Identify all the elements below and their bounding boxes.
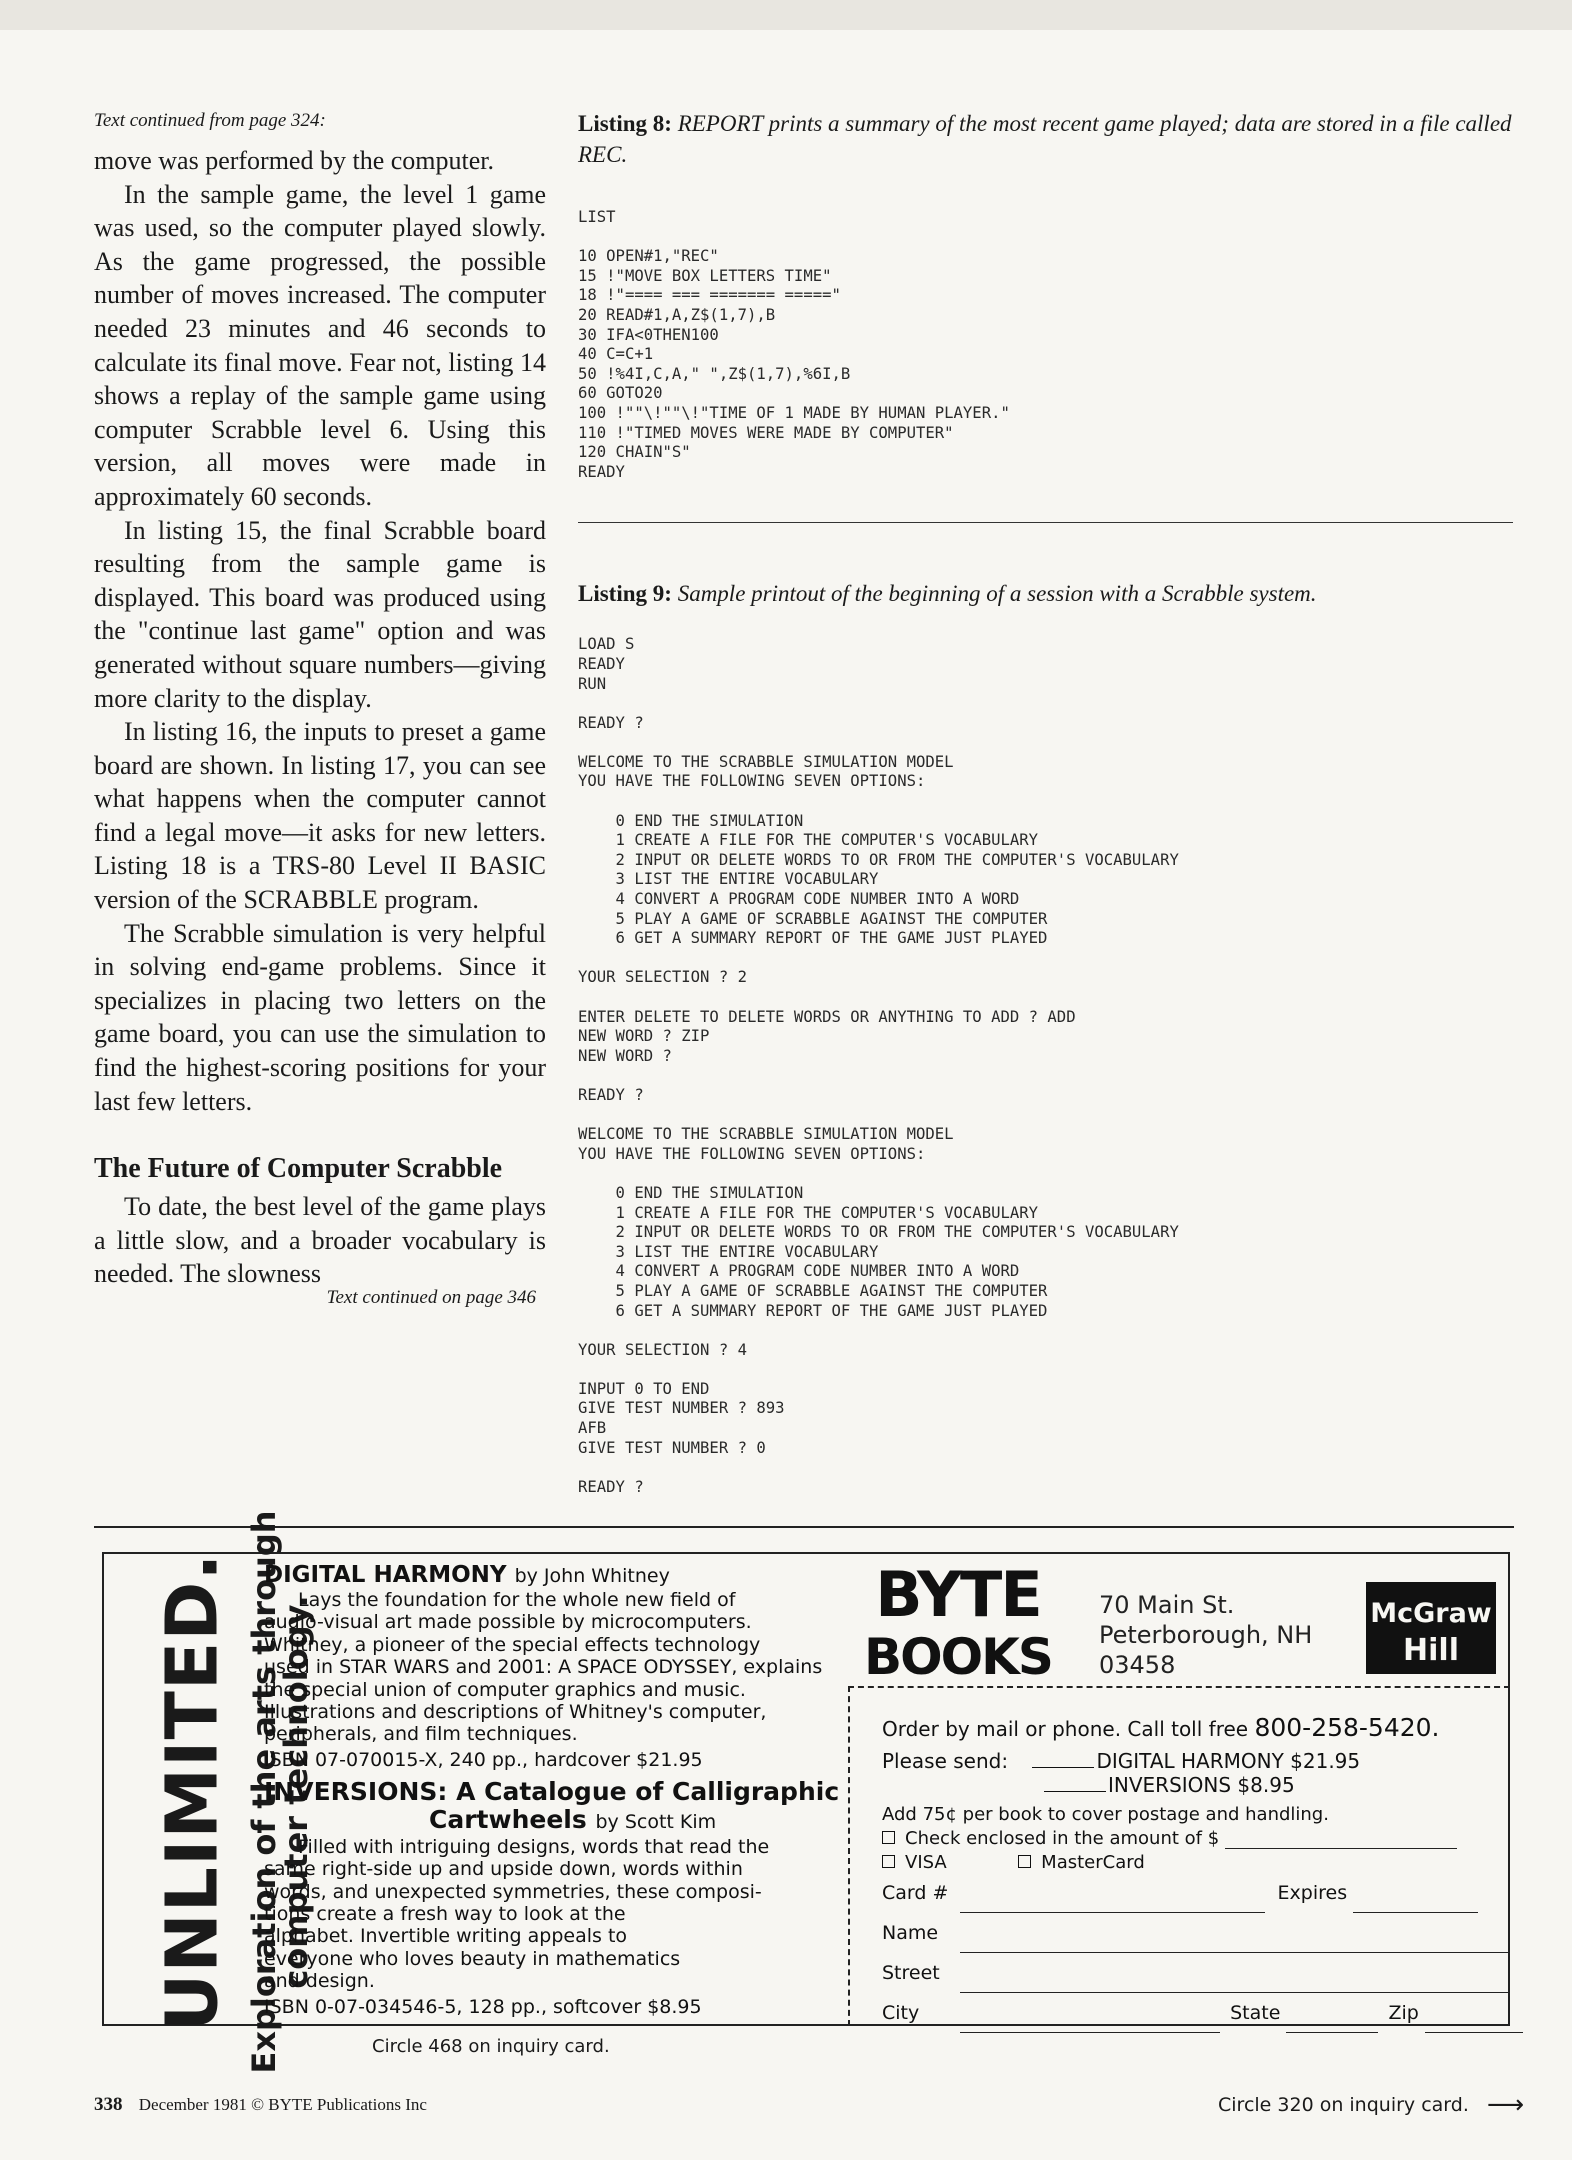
- book1-desc-line: audio-visual art made possible by microcomputers.: [264, 1611, 752, 1634]
- check-label: Check enclosed in the amount of $: [905, 1828, 1220, 1849]
- listing8-label: Listing 8:: [578, 111, 672, 136]
- unlimited-banner: [106, 1510, 315, 2074]
- book2-title: Cartwheels: [429, 1804, 587, 1834]
- book1-desc-line: Lays the foundation for the whole new field of: [298, 1589, 736, 1611]
- circle-inquiry-ad: Circle 468 on inquiry card.: [372, 2036, 610, 2057]
- mcgraw-logo-line2: Hill: [1403, 1633, 1459, 1668]
- street-label: Street: [882, 1962, 940, 1984]
- book2-desc-line: tions create a fresh way to look at the: [264, 1903, 626, 1926]
- check-row: [882, 1829, 1507, 1849]
- arrow-right-icon: ⟶: [1486, 2090, 1525, 2120]
- article-body: [94, 144, 546, 1118]
- listing9-caption-text: Sample printout of the beginning of a session with a Scrabble system.: [677, 581, 1317, 607]
- address-line: 70 Main St.: [1099, 1591, 1235, 1619]
- book2-isbn: ISBN 0-07-034546-5, 128 pp., softcover $8.95: [264, 1995, 702, 2018]
- book2-desc-line: Filled with intriguing designs, words that read the: [298, 1835, 770, 1858]
- paragraph-6: To date, the best level of the game plays a little slow, and a broader vocabulary is needed. The slowness: [94, 1192, 546, 1289]
- item2-label: INVERSIONS $8.95: [1108, 1773, 1295, 1797]
- article-left-column: [94, 110, 546, 1309]
- order-phone: 800-258-5420.: [1254, 1713, 1440, 1742]
- listing9-code: LOAD S READY RUN READY ? WELCOME TO THE SCRABBLE SIMULATION MODEL YOU HAVE THE FOLLOWING SEVEN OPTIONS: 0 END THE SIMULATION 1 CREATE A FILE FOR THE COMPUTER'S VOCABULARY 2 INPUT OR DELETE WORDS TO OR FROM THE COMPUTER'S VOCABULARY 3 LIST THE ENTIRE VOCABULARY 4 CONVERT A PROGRAM CODE NUMBER INTO A WORD 5 PLAY A GAME OF SCRABBLE AGAINST THE COMPUTER 6 GET A SUMMARY REPORT OF THE GAME JUST PLAYED YOUR SELECTION ? 2 ENTER DELETE TO DELETE WORDS OR ANYTHING TO ADD ? ADD NEW WORD ? ZIP NEW WORD ? READY ? WELCOME TO THE SCRABBLE SIMULATION MODEL YOU HAVE THE FOLLOWING SEVEN OPTIONS: 0 END THE SIMULATION 1 CREATE A FILE FOR THE COMPUTER'S VOCABULARY 2 INPUT OR DELETE WORDS TO OR FROM THE COMPUTER'S VOCABULARY 3 LIST THE ENTIRE VOCABULARY 4 CONVERT A PROGRAM CODE NUMBER INTO A WORD 5 PLAY A GAME OF SCRABBLE AGAINST THE COMPUTER 6 GET A SUMMARY REPORT OF THE GAME JUST PLAYED YOUR SELECTION ? 4 INPUT 0 TO END GIVE TEST NUMBER ? 893 AFB GIVE TEST NUMBER ? 0 READY ?: [578, 635, 1179, 1496]
- book-descriptions: [264, 1562, 954, 2021]
- book2-description: [264, 1836, 954, 1993]
- section-heading: The Future of Computer Scrabble: [94, 1153, 503, 1185]
- logo-line2: BOOKS: [864, 1628, 1052, 1678]
- book1-isbn: ISBN 07-070015-X, 240 pp., hardcover $21.95: [264, 1748, 703, 1771]
- city-label: City: [882, 2002, 920, 2024]
- book1-author: by John Whitney: [514, 1565, 670, 1587]
- book1-desc-line: Whitney, a pioneer of the special effects technology: [264, 1633, 761, 1656]
- state-line[interactable]: [1286, 2032, 1378, 2033]
- circle-inquiry-text: Circle 320 on inquiry card.: [1218, 2094, 1469, 2116]
- book1-description: [264, 1589, 954, 1746]
- unlimited-title: UNLIMITED.: [150, 1552, 234, 2032]
- footer-credit: December 1981 © BYTE Publications Inc: [138, 2095, 427, 2114]
- book2-desc-line: same right-side up and upside down, words within: [264, 1858, 743, 1881]
- visa-checkbox[interactable]: [882, 1855, 895, 1868]
- paragraph-3: In listing 15, the final Scrabble board resulting from the sample game is displayed. This board was produced using the "continue last game" option and was generated without square numbers—giving more clarity to the display.: [94, 515, 546, 713]
- top-scan-band: [0, 0, 1572, 30]
- mcgraw-hill-logo: [1366, 1582, 1496, 1674]
- book2-desc-line: words, and unexpected symmetries, these composi-: [264, 1880, 762, 1903]
- listing8-caption-text: REPORT prints a summary of the most recent game played; data are stored in a file called REC.: [578, 111, 1512, 167]
- order-form: [882, 1714, 1507, 2033]
- order-coupon-top-border: [848, 1686, 1510, 1688]
- please-send-label: Please send:: [882, 1749, 1009, 1773]
- city-line[interactable]: [960, 2032, 1220, 2033]
- item1-blank[interactable]: [1032, 1767, 1094, 1768]
- continued-from-note: Text continued from page 324:: [94, 110, 326, 131]
- article-body-continued: [94, 1190, 546, 1291]
- expires-label: Expires: [1277, 1882, 1348, 1904]
- publisher-address: [1099, 1590, 1312, 1680]
- mcgraw-logo-line1: McGraw: [1370, 1598, 1492, 1629]
- street-row: [882, 1953, 1507, 1993]
- paragraph-2: In the sample game, the level 1 game was used, so the computer played slowly. As the game progressed, the possible number of moves increased. The computer needed 23 minutes and 46 seconds to calculate its final move. Fear not, listing 14 shows a replay of the sample game using computer Scrabble level 6. Using this version, all moves were made in approximately 60 seconds.: [94, 179, 546, 511]
- listings-column: [578, 108, 1513, 1497]
- book2-title-line2: [264, 1806, 954, 1836]
- check-checkbox[interactable]: [882, 1831, 895, 1844]
- item2-blank[interactable]: [1044, 1791, 1106, 1792]
- book2-desc-line: alphabet. Invertible writing appeals to: [264, 1925, 628, 1948]
- logo-line1: BYTE: [875, 1562, 1041, 1631]
- address-line: 03458: [1099, 1651, 1176, 1679]
- listing8-code: LIST 10 OPEN#1,"REC" 15 !"MOVE BOX LETTERS TIME" 18 !"==== === ======= =====" 20 READ#1,A,Z$(1,7),B 30 IFA<0THEN100 40 C=C+1 50 !%4I,C,A," ",Z$(1,7),%6I,B 60 GOTO20 100 !""\!""\!"TIME OF 1 MADE BY HUMAN PLAYER." 110 !"TIMED MOVES WERE MADE BY COMPUTER" 120 CHAIN"S" READY: [578, 208, 1010, 481]
- book1-desc-line: peripherals, and film techniques.: [264, 1723, 578, 1746]
- order-coupon-left-border: [848, 1686, 850, 2026]
- paragraph-1: move was performed by the computer.: [94, 146, 494, 175]
- byte-books-logo: [852, 1562, 1064, 1678]
- page-number: 338: [94, 2094, 123, 2115]
- address-line: Peterborough, NH: [1099, 1621, 1313, 1649]
- card-row: [882, 1873, 1507, 1913]
- name-label: Name: [882, 1922, 939, 1944]
- book2-desc-line: everyone who loves beauty in mathematics: [264, 1947, 681, 1970]
- book1-desc-line: Illustrations and descriptions of Whitney's computer,: [264, 1701, 767, 1724]
- card-type-row: [882, 1853, 1507, 1873]
- book2-title-line1: INVERSIONS: A Catalogue of Calligraphic: [264, 1776, 840, 1806]
- order-text: Order by mail or phone. Call toll free: [882, 1717, 1249, 1741]
- book1-desc-line: the special union of computer graphics and music.: [264, 1678, 746, 1701]
- zip-line[interactable]: [1425, 2032, 1523, 2033]
- listing9-caption: [578, 578, 1513, 609]
- check-amount-line[interactable]: [1225, 1848, 1457, 1849]
- paragraph-4: In listing 16, the inputs to preset a game board are shown. In listing 17, you can see what happens when the computer cannot find a legal move—it asks for new letters. Listing 18 is a TRS-80 Level II BASIC version of the SCRABBLE program.: [94, 717, 546, 915]
- continued-on-note: Text continued on page 346: [326, 1287, 536, 1308]
- city-row: [882, 1993, 1507, 2033]
- paragraph-5: The Scrabble simulation is very helpful in solving end-game problems. Since it specializes in placing two letters on the game board, you can use the simulation to find the highest-scoring positions for your last few letters.: [94, 918, 546, 1116]
- listing8-caption: [578, 108, 1513, 170]
- item1-label: DIGITAL HARMONY $21.95: [1096, 1749, 1361, 1773]
- order-instructions: [882, 1714, 1507, 1743]
- unlimited-subtitle-1: Exploration of the arts through: [245, 1510, 283, 2074]
- mastercard-checkbox[interactable]: [1018, 1855, 1031, 1868]
- ad-top-rule: [94, 1526, 1514, 1528]
- state-label: State: [1230, 2002, 1281, 2024]
- unlimited-subtitle-2: computer technology.: [277, 1595, 315, 1989]
- book2-author: by Scott Kim: [595, 1810, 717, 1833]
- postage-note: Add 75¢ per book to cover postage and handling.: [882, 1804, 1329, 1825]
- please-send: [882, 1749, 1507, 1797]
- listing9-label: Listing 9:: [578, 581, 672, 607]
- book1-desc-line: used in STAR WARS and 2001: A SPACE ODYSSEY, explains: [264, 1656, 823, 1679]
- visa-label: VISA: [905, 1852, 947, 1873]
- card-label: Card #: [882, 1882, 949, 1904]
- listing-divider: [578, 522, 1513, 523]
- mastercard-label: MasterCard: [1041, 1852, 1145, 1873]
- circle-inquiry-footer: [1218, 2090, 1524, 2120]
- book1-heading: [264, 1562, 954, 1589]
- zip-label: Zip: [1388, 2002, 1419, 2024]
- book1-title: DIGITAL HARMONY: [264, 1562, 507, 1588]
- book2-desc-line: and design.: [264, 1970, 375, 1993]
- name-row: [882, 1913, 1507, 1953]
- page-footer: [94, 2094, 427, 2116]
